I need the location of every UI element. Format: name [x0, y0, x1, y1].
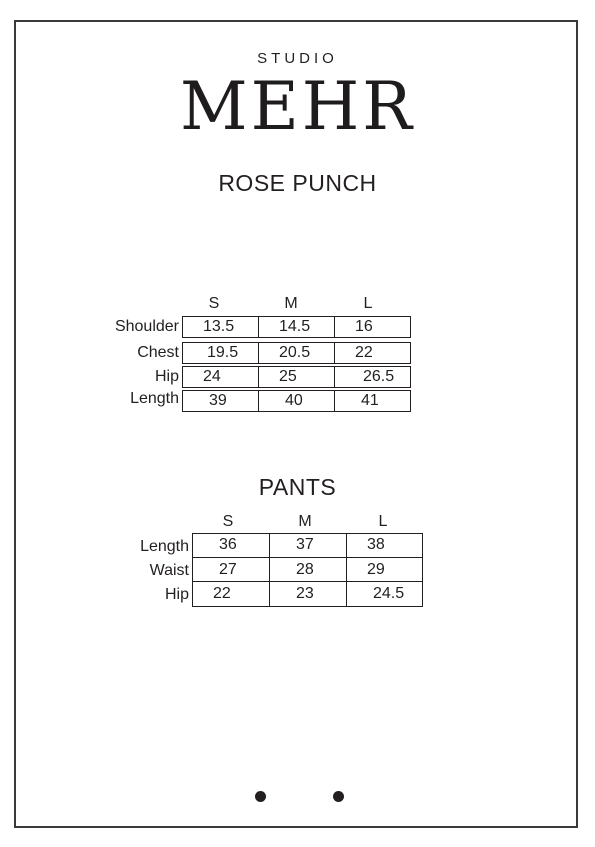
top-cell-hip-s: 24 [182, 366, 259, 388]
top-cell-hip-l: 26.5 [334, 366, 411, 388]
top-size-header-s: S [208, 295, 220, 312]
pants-cell-waist-l: 29 [346, 557, 423, 582]
decorative-dot-left [255, 791, 266, 802]
top-row-label-shoulder: Shoulder [114, 318, 179, 335]
top-row-label-length: Length [130, 390, 179, 407]
top-cell-shoulder-s: 13.5 [182, 316, 259, 338]
top-size-header-m: M [284, 295, 298, 312]
top-cell-chest-m: 20.5 [258, 342, 335, 364]
top-row-label-hip: Hip [154, 368, 179, 385]
top-cell-chest-s: 19.5 [182, 342, 259, 364]
top-cell-hip-m: 25 [258, 366, 335, 388]
top-cell-length-l: 41 [334, 390, 411, 412]
pants-cell-hip-m: 23 [269, 581, 347, 607]
pants-row-label-hip: Hip [164, 586, 189, 603]
brand-studio-text: STUDIO [257, 50, 338, 67]
top-cell-shoulder-m: 14.5 [258, 316, 335, 338]
pants-size-header-l: L [378, 513, 388, 530]
top-cell-shoulder-l: 16 [334, 316, 411, 338]
pants-size-header-m: M [298, 513, 312, 530]
pants-size-header-s: S [222, 513, 234, 530]
collection-title: ROSE PUNCH [218, 170, 377, 196]
pants-title: PANTS [258, 474, 337, 500]
top-cell-length-s: 39 [182, 390, 259, 412]
brand-logo-text: MEHR [179, 68, 415, 145]
pants-cell-waist-s: 27 [192, 557, 270, 582]
top-size-header-l: L [363, 295, 373, 312]
top-cell-length-m: 40 [258, 390, 335, 412]
pants-cell-length-s: 36 [192, 533, 270, 558]
pants-cell-hip-l: 24.5 [346, 581, 423, 607]
pants-row-label-waist: Waist [149, 562, 189, 579]
pants-cell-waist-m: 28 [269, 557, 347, 582]
pants-cell-length-l: 38 [346, 533, 423, 558]
decorative-dot-right [333, 791, 344, 802]
pants-row-label-length: Length [140, 538, 189, 555]
pants-cell-length-m: 37 [269, 533, 347, 558]
top-row-label-chest: Chest [137, 344, 179, 361]
pants-cell-hip-s: 22 [192, 581, 270, 607]
top-cell-chest-l: 22 [334, 342, 411, 364]
